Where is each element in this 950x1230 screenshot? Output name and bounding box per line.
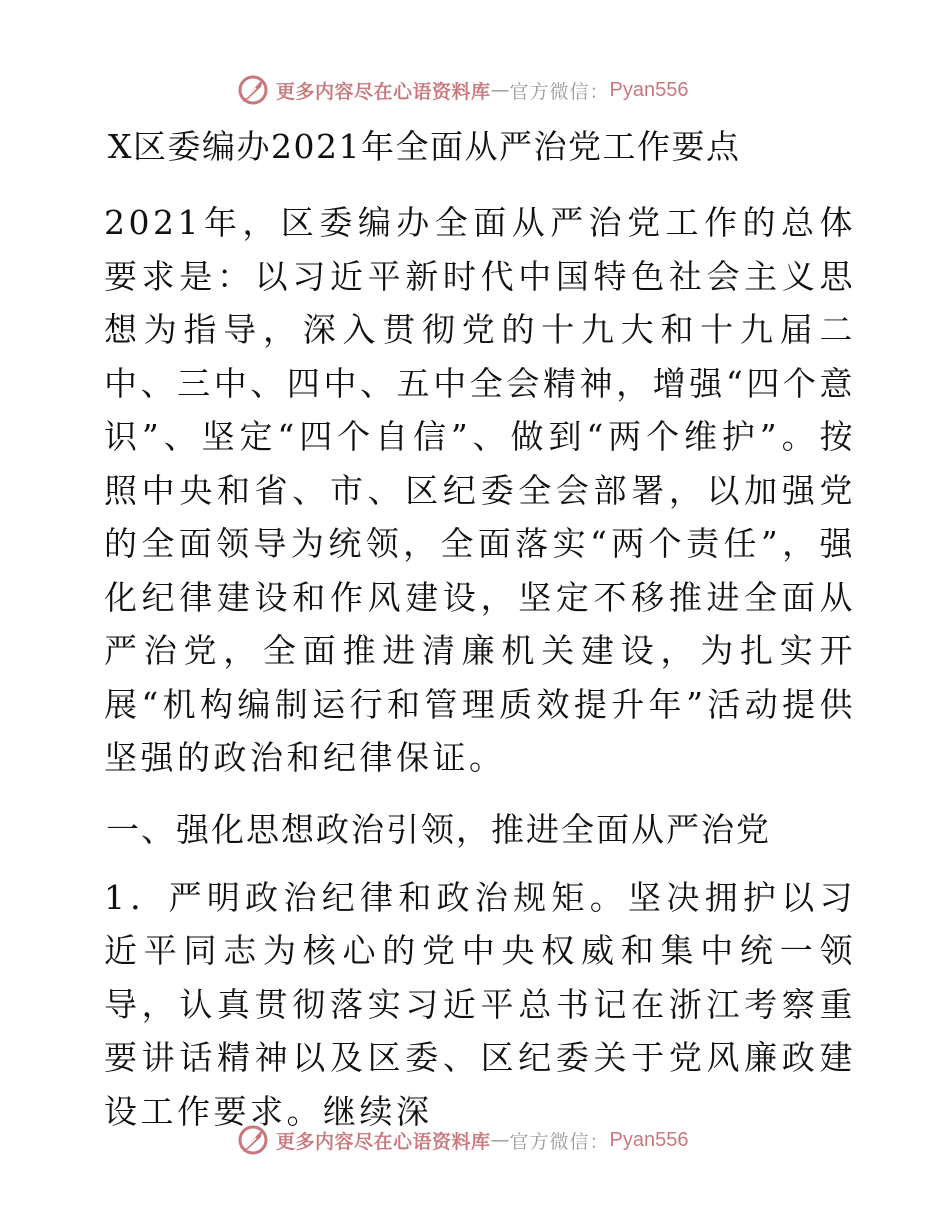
watermark-label: 官方微信： <box>509 1130 610 1153</box>
item-paragraph-1: 1．严明政治纪律和政治规矩。坚决拥护以习近平同志为核心的党中央权威和集中统一领导，认真贯彻落实习近平总书记在浙江考察重要讲话精神以及区委、区纪委关于党风廉政建设工作要求。继续深 <box>104 877 856 1131</box>
watermark-footer <box>236 1120 689 1160</box>
quill-logo-icon <box>236 73 270 107</box>
watermark-wechat-id: Pyan556 <box>609 78 689 101</box>
watermark-wechat-id: Pyan556 <box>609 1128 689 1151</box>
watermark-site-text: 更多内容尽在心语资料库 <box>276 1130 491 1153</box>
watermark-dash: — <box>490 79 510 101</box>
watermark-site-text: 更多内容尽在心语资料库 <box>276 80 491 103</box>
quill-logo-icon <box>236 1123 270 1157</box>
document-title: X区委编办2021年全面从严治党工作要点 <box>108 127 741 166</box>
intro-paragraph: 2021年，区委编办全面从严治党工作的总体要求是：以习近平新时代中国特色社会主义思想为指导，深入贯彻党的十九大和十九届二中、三中、四中、五中全会精神，增强“四个意识”、坚定“四个自信”、做到“两个维护”。按照中央和省、市、区纪委全会部署，以加强党的全面领导为统领，全面落实“两个责任”，强化纪律建设和作风建设，坚定不移推进全面从严治党，全面推进清廉机关建设，为扎实开展“机构编制运行和管理质效提升年”活动提供坚强的政治和纪律保证。 <box>104 203 856 777</box>
watermark-header <box>236 70 689 110</box>
watermark-label: 官方微信： <box>509 80 610 103</box>
watermark-dash: — <box>490 1129 510 1151</box>
section-heading-1: 一、强化思想政治引领，推进全面从严治党 <box>106 809 771 849</box>
document-body <box>96 118 856 1138</box>
